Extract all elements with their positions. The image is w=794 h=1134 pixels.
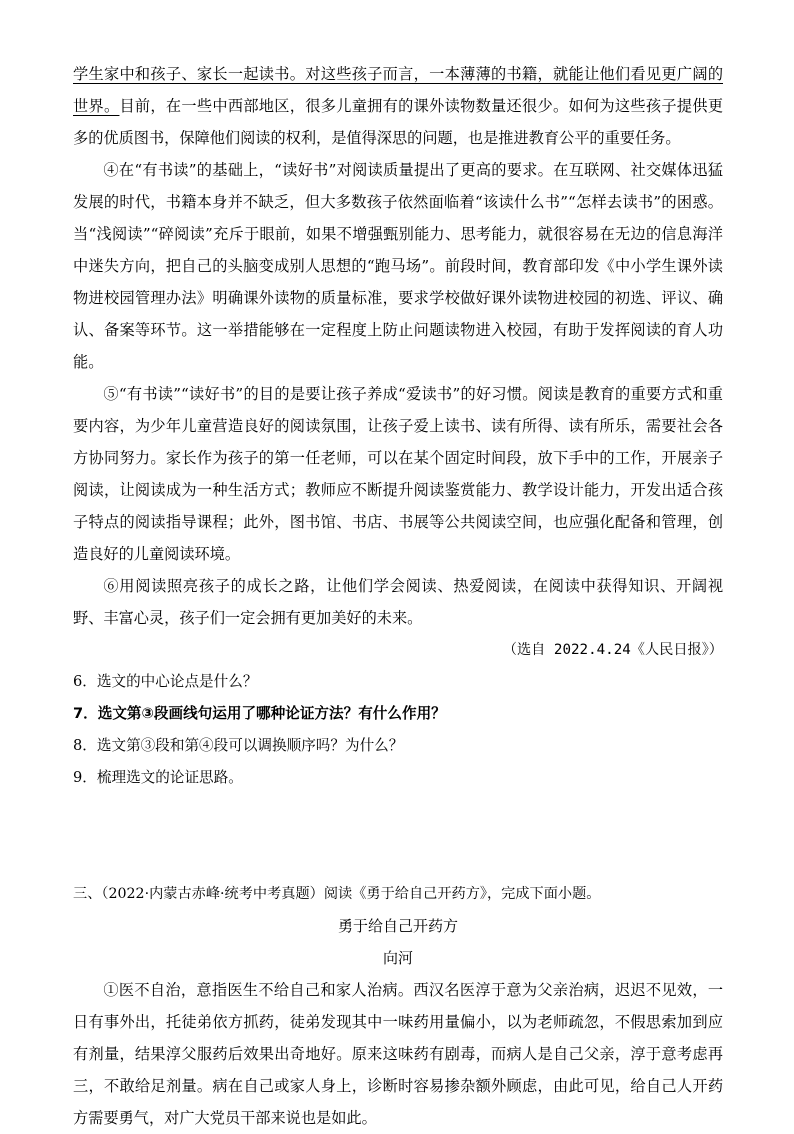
article-author: 向河 (382, 949, 413, 967)
paragraph-4: ④在“有书读”的基础上，“读好书”对阅读质量提出了更高的要求。在互联网、社交媒体迅猛发展的时代，书籍本身并不缺乏，但大多数孩子依然面临着“该读什么书”“怎样去读书”的困惑。当“浅阅读”“碎阅读”充斥于眼前，如果不增强甄别能力、思考能力，就很容易在无边的信息海洋中迷失方向，把自己的头脑变成别人思想的“跑马场”。前段时间，教育部印发《中小学生课外读物进校园管理办法》明确课外读物的质量标准，要求学校做好课外读物进校园的初选、评议、确认、备案等环节。这一举措能够在一定程度上防止问题读物进入校园，有助于发挥阅读的育人功能。 (73, 161, 723, 371)
article-paragraph-1: ①医不自治，意指医生不给自己和家人治病。西汉名医淳于意为父亲治病，迟迟不见效，一日有事外出，托徒弟依方抓药，徒弟发现其中一味药用量偏小，以为老师疏忽，不假思索加到应有剂量，结果淳父服药后效果出奇地好。原来这味药有剧毒，而病人是自己父亲，淳于意考虑再三，不敢给足剂量。病在自己或家人身上，诊断时容易掺杂额外顾虑，由此可见，给自己人开药方需要勇气，对广大党员干部来说也是如此。 (73, 981, 723, 1127)
document-page (73, 58, 723, 1134)
article-title: 勇于给自己开药方 (337, 917, 458, 935)
paragraph-3-rest: 目前，在一些中西部地区，很多儿童拥有的课外读物数量还很少。如何为这些孩子提供更多的优质图书，保障他们阅读的权利，是值得深思的问题，也是推进教育公平的重要任务。 (73, 97, 724, 147)
question-6: 6．选文的中心论点是什么？ (73, 673, 258, 690)
underlined-sentence: 学生家中和孩子、家长一起读书。对这些孩子而言，一本薄薄的书籍，就能让他们看见更广阔的世界。 (73, 65, 723, 115)
paragraph-5: ⑤“有书读”“读好书”的目的是要让孩子养成“爱读书”的好习惯。阅读是教育的重要方式和重要内容，为少年儿童营造良好的阅读氛围，让孩子爱上读书、读有所得、读有所乐，需要社会各方协同努力。家长作为孩子的第一任老师，可以在某个固定时间段，放下手中的工作，开展亲子阅读，让阅读成为一种生活方式；教师应不断提升阅读鉴赏能力、教学设计能力，开发出适合孩子特点的阅读指导课程；此外，图书馆、书店、书展等公共阅读空间，也应强化配备和管理，创造良好的儿童阅读环境。 (73, 385, 723, 563)
question-9: 9．梳理选文的论证思路。 (73, 769, 243, 786)
question-8: 8．选文第③段和第④段可以调换顺序吗？为什么？ (73, 737, 404, 754)
paragraph-3-end (73, 58, 723, 154)
answer-space (73, 794, 723, 878)
section-3-heading: 三、（2022·内蒙古赤峰·统考中考真题）阅读《勇于给自己开药方》，完成下面小题。 (73, 886, 601, 902)
paragraph-6: ⑥用阅读照亮孩子的成长之路，让他们学会阅读、热爱阅读，在阅读中获得知识、开阔视野、丰富心灵，孩子们一定会拥有更加美好的未来。 (73, 577, 723, 627)
source-citation: （选自 2022.4.24《人民日报》） (502, 642, 723, 658)
question-7: 7．选文第③段画线句运用了哪种论证方法？有什么作用？ (73, 705, 446, 722)
